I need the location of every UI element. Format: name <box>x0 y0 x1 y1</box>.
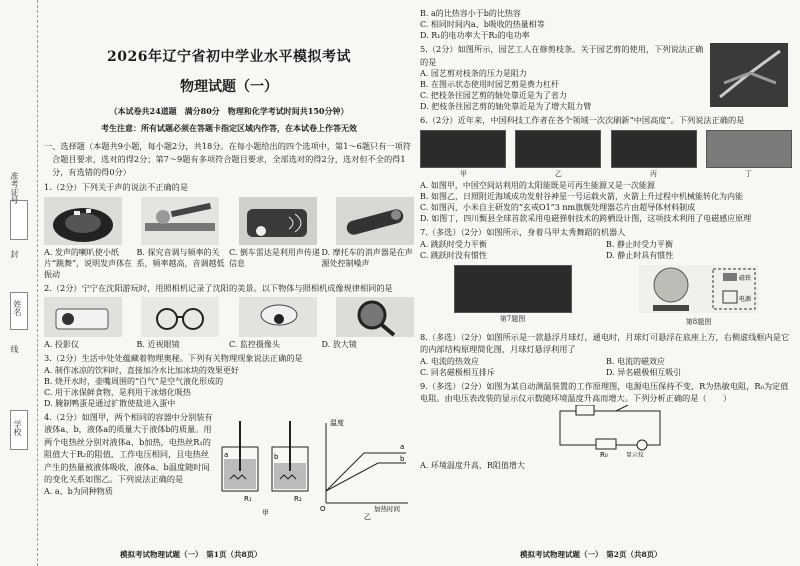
question-2-option-b[interactable]: B. 近视眼镜 <box>136 340 180 349</box>
question-8-stem: 8.（多选）（2分）如图所示是一款悬浮月球灯，通电时，月球灯可悬浮在底座上方，右侧虚线框内是它的内部结构原理简化图，月球灯悬浮利用了 <box>420 331 790 354</box>
page-1-footer: 模拟考试物理试题（一） 第1页（共8页） <box>120 550 262 559</box>
question-4-text <box>44 411 214 521</box>
question-2-option-d[interactable]: D. 放大镜 <box>321 340 357 349</box>
question-2 <box>44 282 414 351</box>
question-1-stem: 1.（2分）下列关于声的说法不正确的是 <box>44 182 189 192</box>
question-3 <box>44 352 414 409</box>
binding-label-exam-number: 准考证号 <box>10 172 19 204</box>
circuit-label-display: 显示仪 <box>626 451 645 457</box>
pruning-shears-image <box>710 43 788 107</box>
projector-image <box>44 297 122 337</box>
question-1-option-a[interactable]: A. 发声的喇叭使小纸片“跳舞”，说明发声体在振动 <box>44 247 133 279</box>
question-4-option-c[interactable]: C. 相同时间内a、b吸收的热量相等 <box>420 20 545 29</box>
circuit-label-s <box>626 405 631 406</box>
question-7-options <box>420 239 792 261</box>
question-2-stem: 2.（2分）宁宁在沈阳游玩时，用照相机记录了沈阳的美景。以下物体与照相机成像规律相同的是 <box>44 282 393 293</box>
question-4 <box>44 411 414 521</box>
question-8-option-b[interactable]: B. 电流的磁效应 <box>606 356 665 366</box>
graph-series-b-label: b <box>400 454 405 463</box>
question-1-option-d[interactable]: D. 摩托车的消声器是在声源处控制噪声 <box>321 247 413 268</box>
caption-yi: 乙 <box>555 169 562 178</box>
question-8 <box>420 331 792 378</box>
figure-7-caption: 第7题图 <box>499 314 526 323</box>
question-4-option-b[interactable]: B. a的比热容小于b的比热容 <box>420 9 521 18</box>
question-9-option-a[interactable]: A. 环境温度升高，R阻值增大 <box>420 461 525 470</box>
question-6-option-b[interactable]: B. 如图乙，日照附近海域成功发射谷神星一号运载火箭，火箭上升过程中机械能转化为内能 <box>420 192 743 201</box>
rocket-launch-image <box>515 130 601 168</box>
question-2-images <box>44 297 414 337</box>
question-1-images <box>44 197 414 245</box>
question-6-stem: 6.（2分）近年来，中国科技工作者在各个领域一次次刷新“中国高度”。下列说法正确的是 <box>420 115 745 125</box>
question-7-option-b[interactable]: B. 静止时受力平衡 <box>606 239 673 249</box>
question-5-stem: 5.（2分）如图所示，园艺工人在修剪枝条。关于园艺剪的使用，下列说法正确的是 <box>420 44 704 67</box>
chip-image <box>611 130 697 168</box>
graph-series-a-label: a <box>400 442 405 451</box>
question-8-option-c[interactable]: C. 同名磁极相互排斥 <box>420 367 495 377</box>
question-9-circuit <box>420 405 792 457</box>
beaker-2-liquid-label: b <box>274 452 279 461</box>
page-2-footer: 模拟考试物理试题（一） 第2页（共8页） <box>520 550 662 559</box>
ruler-on-table-image <box>141 197 219 245</box>
circuit-label-r0: R₀ <box>600 450 608 457</box>
question-8-options <box>420 356 792 378</box>
question-5 <box>420 43 792 112</box>
beaker-1-liquid-label: a <box>224 450 229 459</box>
question-6-option-c[interactable]: C. 如图丙，小米自主研发的“玄戒O1”3 nm旗舰处理器芯片由超导体材料制成 <box>420 203 696 212</box>
question-7-option-d[interactable]: D. 静止时具有惯性 <box>606 250 674 260</box>
page-2 <box>420 8 792 471</box>
figure-jia-caption: 甲 <box>262 508 269 517</box>
question-6-captions <box>420 168 792 181</box>
figure-yi-caption: 乙 <box>364 512 371 521</box>
section-1-heading: 一、选择题（本题共9小题，每小题2分，共18分。在每小题给出的四个选项中，第1～6题只有一项符合题目要求，选对的得2分；第7～9题有多项符合题目要求，全部选对的得2分，选对但不全的得1分，有选错的得0分） <box>44 141 411 177</box>
series-b-line <box>326 463 406 491</box>
question-1-option-b[interactable]: B. 探究音调与频率的关系，频率越高，音调越低 <box>136 247 225 268</box>
question-2-option-a[interactable]: A. 投影仪 <box>44 340 79 349</box>
label-power-source: 电源 <box>738 295 751 303</box>
graph-origin: O <box>320 504 326 513</box>
question-4-option-a[interactable]: A. a、b为同种物质 <box>44 486 113 496</box>
question-4-stem: 4.（2分）如图甲，两个相同的容器中分别装有液体a、b，液体a的质量大于液体b的质量。用两个电热丝分别对液体a、b加热，电热丝R₁的阻值大于R₂的阻值，工作电压相同，且电热丝产生的热量被液体吸收，液体a、b温度随时间的变化关系如图乙。下列说法正确的是 <box>44 411 213 484</box>
magnifier-image <box>336 297 414 337</box>
figure-7 <box>454 265 572 329</box>
question-7 <box>420 226 792 329</box>
exam-subtitle: 物理试题（一） <box>180 79 278 95</box>
space-station-image <box>420 130 506 168</box>
figure-8 <box>639 265 759 329</box>
camera-image <box>239 297 317 337</box>
question-2-options <box>44 339 414 350</box>
series-a-line <box>326 453 406 491</box>
question-1 <box>44 181 414 280</box>
binding-label-line: 线 <box>10 345 19 353</box>
exam-notice: 考生注意：所有试题必须在答题卡指定区域内作答，在本试卷上作答无效 <box>101 123 357 133</box>
graph-y-label: 温度 <box>330 418 344 427</box>
glasses-image <box>141 297 219 337</box>
beaker-2-resistor-label: R₂ <box>294 494 302 503</box>
exam-title: 2026年辽宁省初中学业水平模拟考试 <box>107 49 351 65</box>
question-6-option-d[interactable]: D. 如图丁，四川甄县全球首款采用电磁弹射技术的跨栖设计图，这项技术利用了电磁感应原理 <box>420 214 752 223</box>
page-1 <box>44 8 414 521</box>
binding-label-name: 姓名 <box>13 300 22 316</box>
exam-number-box[interactable] <box>10 200 28 240</box>
question-2-option-c[interactable]: C. 监控摄像头 <box>229 340 280 349</box>
question-5-option-c[interactable]: C. 把枝条往园艺剪的轴处靠近是为了省力 <box>420 91 567 100</box>
question-3-option-b[interactable]: B. 烧开水时，壶嘴周围的“白气”是空气液化形成的 <box>44 376 224 386</box>
question-9-stem: 9.（多选）（2分）如图为某自动测温装置的工作原理图，电源电压保持不变，R为热敏电阻，R₀为定值电阻。由电压表改装的显示仪示数随环境温度升高而增大。下列分析正确的是（ ） <box>420 380 789 403</box>
question-6 <box>420 114 792 224</box>
question-8-option-d[interactable]: D. 异名磁极相互吸引 <box>606 367 682 377</box>
muffler-image <box>336 197 414 245</box>
graph-x-label: 加热时间 <box>374 504 400 513</box>
figure-8-caption: 第8题图 <box>685 318 712 326</box>
binding-label-seal: 封 <box>10 250 19 258</box>
question-6-option-a[interactable]: A. 如图甲，中国空间站利用的太阳能既是可再生能源又是一次能源 <box>420 181 655 190</box>
binding-strip <box>0 0 38 566</box>
floating-moon-lamp-image <box>639 265 759 313</box>
question-7-option-a[interactable]: A. 跳跃时受力平衡 <box>420 239 487 249</box>
question-9 <box>420 380 792 472</box>
question-4-option-d[interactable]: D. R₁的电功率大于R₂的电功率 <box>420 31 530 40</box>
binding-label-school: 学校 <box>13 420 22 436</box>
caption-ding: 丁 <box>745 169 752 178</box>
question-7-8-figures <box>420 265 792 329</box>
dancing-robots-image <box>454 265 572 313</box>
beaker-1-resistor-label: R₁ <box>244 494 252 503</box>
question-1-option-c[interactable]: C. 倒车雷达是利用声传递信息 <box>229 247 320 268</box>
question-3-option-c[interactable]: C. 用干冰保鲜食物，是利用干冰熔化吸热 <box>44 387 191 397</box>
aircraft-image <box>706 130 792 168</box>
caption-jia: 甲 <box>460 169 467 178</box>
question-5-option-b[interactable]: B. 在图示状态使用时园艺剪是费力杠杆 <box>420 80 559 89</box>
question-3-stem: 3.（2分）生活中处处蕴藏着物理奥秘。下列有关物理现象说法正确的是 <box>44 353 303 363</box>
question-5-text <box>420 43 710 112</box>
question-3-option-d[interactable]: D. 腌制鸭蛋是通过扩散使盐进入蛋中 <box>44 398 176 408</box>
question-5-option-d[interactable]: D. 把枝条往园艺剪的轴处靠近是为了增大阻力臂 <box>420 102 592 111</box>
exam-meta: （本试卷共24道题 满分80分 物理和化学考试时间共150分钟） <box>109 106 349 116</box>
question-8-option-a[interactable]: A. 电流的热效应 <box>420 356 479 366</box>
question-7-stem: 7.（多选）（2分）如图所示，身着马甲太秀舞蹈的机器人 <box>420 227 626 237</box>
question-1-options <box>44 247 414 280</box>
question-4-figure <box>214 411 412 521</box>
speaker-image <box>44 197 122 245</box>
caption-bing: 丙 <box>650 169 657 178</box>
question-7-option-c[interactable]: C. 跳跃时没有惯性 <box>420 250 487 260</box>
question-5-option-a[interactable]: A. 园艺剪对枝条的压力是阻力 <box>420 69 527 78</box>
question-6-images <box>420 130 792 168</box>
reversing-radar-image <box>239 197 317 245</box>
circuit-label-r <box>581 405 586 406</box>
label-magnet: 磁铁 <box>738 274 751 282</box>
question-3-option-a[interactable]: A. 制作冰凉的饮料时，直接加冷水比加冰块的效果更好 <box>44 365 239 375</box>
